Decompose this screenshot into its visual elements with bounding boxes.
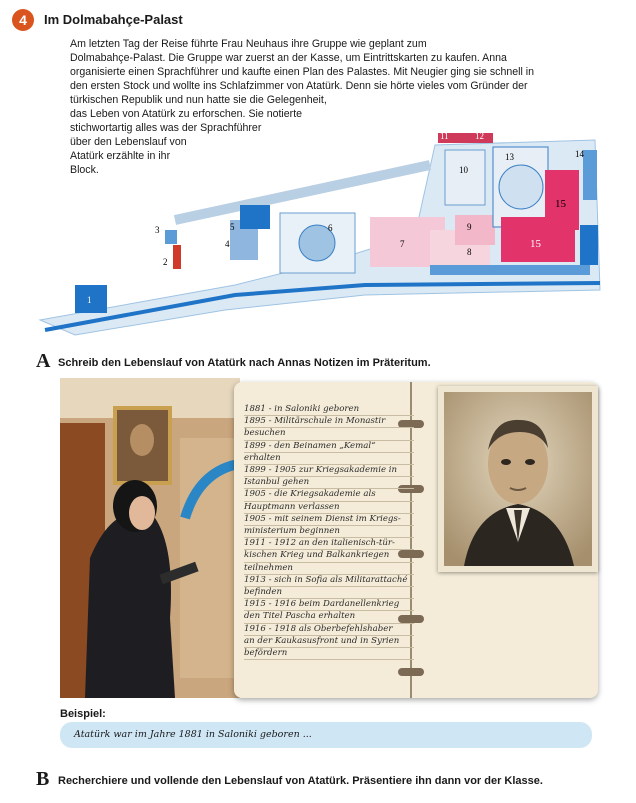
map-strip [430,265,590,275]
map-label-3: 3 [155,225,160,235]
map-label-2: 2 [163,257,168,267]
note-line: 1899 - den Beinamen „Kemal“ [244,441,414,453]
note-line: Istanbul gehen [244,477,414,489]
example-label: Beispiel: [60,708,106,720]
notebook-notes [244,404,414,660]
note-line: 1881 - in Saloniki geboren [244,404,414,416]
intro-line: organisierte einen Sprachführer und kaufte einen Plan des Palastes. Mit Neugier ging sie schnell in [70,66,535,78]
note-line: den Titel Pascha erhalten [244,611,414,623]
note-line: 1899 - 1905 zur Kriegsakademie in [244,465,414,477]
map-label-4: 4 [225,239,230,249]
map-building-3 [165,230,177,244]
map-label-6: 6 [328,223,333,233]
intro-line: türkischen Republik und nun hatte sie die Gelegenheit, [70,94,327,106]
map-label-11: 11 [440,131,449,141]
portrait-image [444,392,592,566]
map-label-9: 9 [467,222,472,232]
map-label-13: 13 [505,152,514,162]
map-label-1: 1 [87,295,92,305]
note-line: 1915 - 1916 beim Dardanellenkrieg [244,599,414,611]
note-line: kischen Krieg und Balkankriegen [244,550,414,562]
note-line: 1911 - 1912 an den italienisch-tür- [244,538,414,550]
note-line: teilnehmen [244,563,414,575]
exercise-number-badge: 4 [12,9,34,31]
map-building-10 [445,150,485,205]
ring-5 [398,668,424,676]
palace-map [35,125,605,340]
task-a-letter: A [36,350,51,372]
map-courtyard [499,165,543,209]
intro-line: Block. [70,164,99,176]
map-building-14 [583,150,597,200]
intro-line: Atatürk erzählte in ihr [70,150,171,162]
note-line: 1913 - sich in Sofia als Militarattaché [244,575,414,587]
map-label-5: 5 [230,222,235,232]
example-text: Atatürk war im Jahre 1881 in Saloniki geboren ... [74,729,312,740]
map-building-2 [173,245,181,269]
note-line: befinden [244,587,414,599]
intro-line: das Leben von Atatürk zu erforschen. Sie notierte [70,108,303,120]
task-a-text: Schreib den Lebenslauf von Atatürk nach Annas Notizen im Präteritum. [58,357,431,369]
map-label-8: 8 [467,247,472,257]
intro-line: stichwortartig alles was der Sprachführer [70,122,262,134]
section-title: Im Dolmabahçe-Palast [44,12,183,27]
note-line: 1905 - die Kriegsakademie als [244,489,414,501]
map-building-9 [455,215,495,245]
note-line: besuchen [244,428,414,440]
task-b-text: Recherchiere und vollende den Lebenslauf von Atatürk. Präsentiere ihn dann vor der Klasse. [58,775,543,787]
student-photo [60,378,240,698]
map-label-10: 10 [459,165,468,175]
intro-line: über den Lebenslauf von [70,136,187,148]
note-line: an der Kaukasusfront und in Syrien [244,636,414,648]
map-label-12: 12 [475,131,484,141]
intro-line: Am letzten Tag der Reise führte Frau Neuhaus ihre Gruppe wie geplant zum [70,38,427,50]
note-line: 1905 - mit seinem Dienst im Kriegs- [244,514,414,526]
intro-line: den ersten Stock und wollte ins Schlafzimmer von Atatürk. Denn sie hörte vieles vom Gründer der [70,80,528,92]
map-label-14: 14 [575,149,584,159]
map-building-east [580,225,598,265]
note-line: erhalten [244,453,414,465]
ataturk-portrait [438,386,598,572]
intro-line: Dolmabahçe-Palast. Die Gruppe war zuerst an der Kasse, um Eintrittskarten zu kaufen. Anna [70,52,507,64]
map-label-15b: 15 [530,238,541,250]
note-line: befördern [244,648,414,660]
map-label-7: 7 [400,239,405,249]
note-line: Hauptmann verlassen [244,502,414,514]
map-building-5 [240,205,270,229]
map-label-15a: 15 [555,198,566,210]
map-road [175,165,430,220]
task-b-letter: B [36,768,50,790]
note-line: 1895 - Militärschule in Monastir [244,416,414,428]
note-line: 1916 - 1918 als Oberbefehlshaber [244,624,414,636]
note-line: ministerium beginnen [244,526,414,538]
